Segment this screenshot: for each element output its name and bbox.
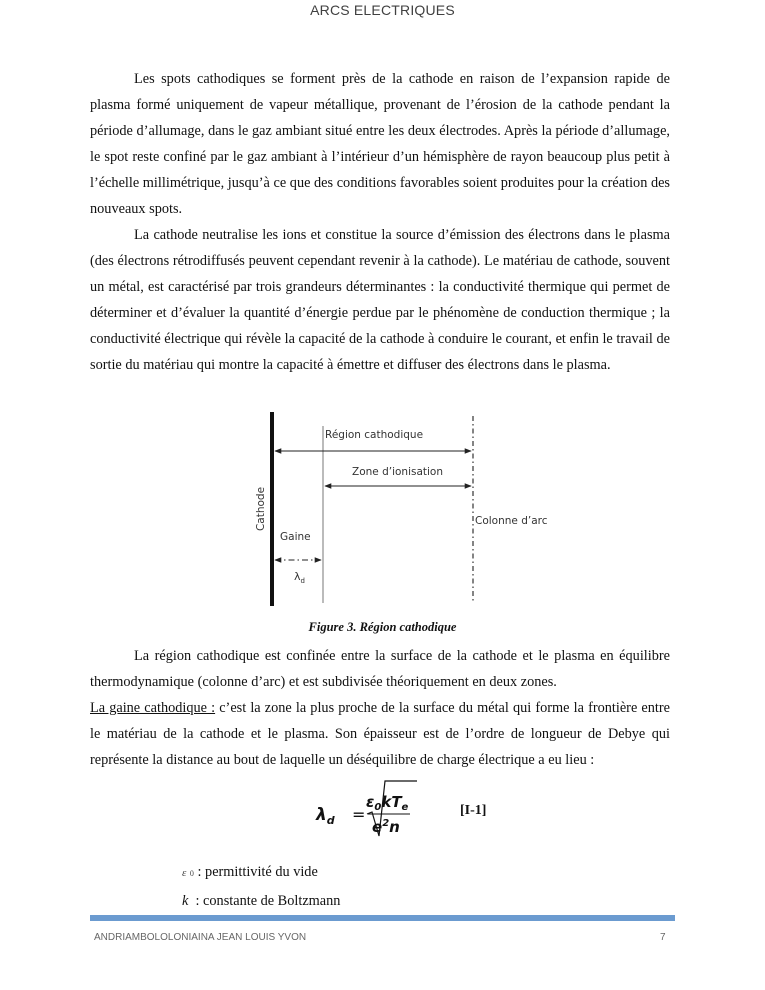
label-zone: Zone d’ionisation <box>352 466 444 478</box>
label-region: Région cathodique <box>325 429 424 441</box>
paragraph-4 <box>90 696 670 774</box>
footer-rule <box>90 915 675 921</box>
figure-cathode-region <box>250 408 550 610</box>
equation-numerator: $\varepsilon_0kT_e$ <box>366 793 409 813</box>
paragraph-3 <box>90 644 670 774</box>
paragraph-4-text: c’est la zone la plus proche de la surface du métal qui forme la frontière entre le matériau de la cathode et le plasma. Son épaisseur est de l’ordre de longueur de Debye qui représente la distance au bout de laquelle un déséquilibre de charge électrique a eu lieu : <box>90 699 670 768</box>
page-header: ARCS ELECTRIQUES <box>310 2 455 18</box>
label-lambda: $\lambda_d$ <box>294 570 305 585</box>
equation-denominator: $e^2n$ <box>372 818 400 836</box>
equation-lhs: $\lambda_d$ <box>316 805 335 827</box>
footer-author: ANDRIAMBOLOLONIAINA JEAN LOUIS YVON <box>94 932 307 943</box>
k-symbol: k <box>182 893 189 909</box>
definition-k-text: : constante de Boltzmann <box>188 893 341 909</box>
paragraph-1-text: Les spots cathodiques se forment près de la cathode en raison de l’expansion rapide de plasma formé uniquement de vapeur métallique, provenant de l’érosion de la cathode pendant la période d’allumage, dans le gaz ambiant situé entre les deux électrodes. Après la période d’allumage, le spot reste confiné par le gaz ambiant à l’intérieur d’un hémisphère de rayon beaucoup plus petit à l’échelle millimétrique, jusqu’à ce que des conditions favorables soient produites pour la création des nouveaux spots. <box>90 71 670 217</box>
figure-caption: Figure 3. Région cathodique <box>308 620 457 634</box>
label-colonne: Colonne d’arc <box>475 515 548 527</box>
page-number: 7 <box>660 932 666 943</box>
figure-diagram <box>250 408 550 610</box>
equation-equals: = <box>352 805 366 824</box>
epsilon-subscript: 0 <box>189 869 194 878</box>
term-gaine-cathodique: La gaine cathodique : <box>90 699 216 716</box>
paragraph-1 <box>90 67 670 222</box>
definition-epsilon <box>182 864 318 881</box>
paragraph-3-text: La région cathodique est confinée entre la surface de la cathode et le plasma en équilibre thermodynamique (colonne d’arc) et est subdivisée théoriquement en deux zones. <box>90 648 670 690</box>
equation-number: [I-1] <box>460 803 487 818</box>
epsilon-symbol: ε <box>182 867 187 879</box>
definition-epsilon-text: : permittivité du vide <box>193 864 318 880</box>
label-gaine: Gaine <box>280 531 311 543</box>
definition-k <box>182 893 340 910</box>
label-cathode: Cathode <box>255 486 267 532</box>
paragraph-2 <box>90 223 670 378</box>
paragraph-2-text: La cathode neutralise les ions et constitue la source d’émission des électrons dans le plasma (des électrons rétrodiffusés peuvent cependant revenir à la cathode). Le matériau de cathode, souvent un métal, est caractérisé par trois grandeurs déterminantes : la conductivité thermique qui permet de déterminer et d’évaluer la quantité d’énergie perdue par le phénomène de conduction thermique ; la conductivité électrique qui révèle la capacité de la cathode à conduire le courant, et enfin le travail de sortie du matériau qui montre la capacité à émettre et diffuser des électrons dans le plasma. <box>90 227 670 373</box>
